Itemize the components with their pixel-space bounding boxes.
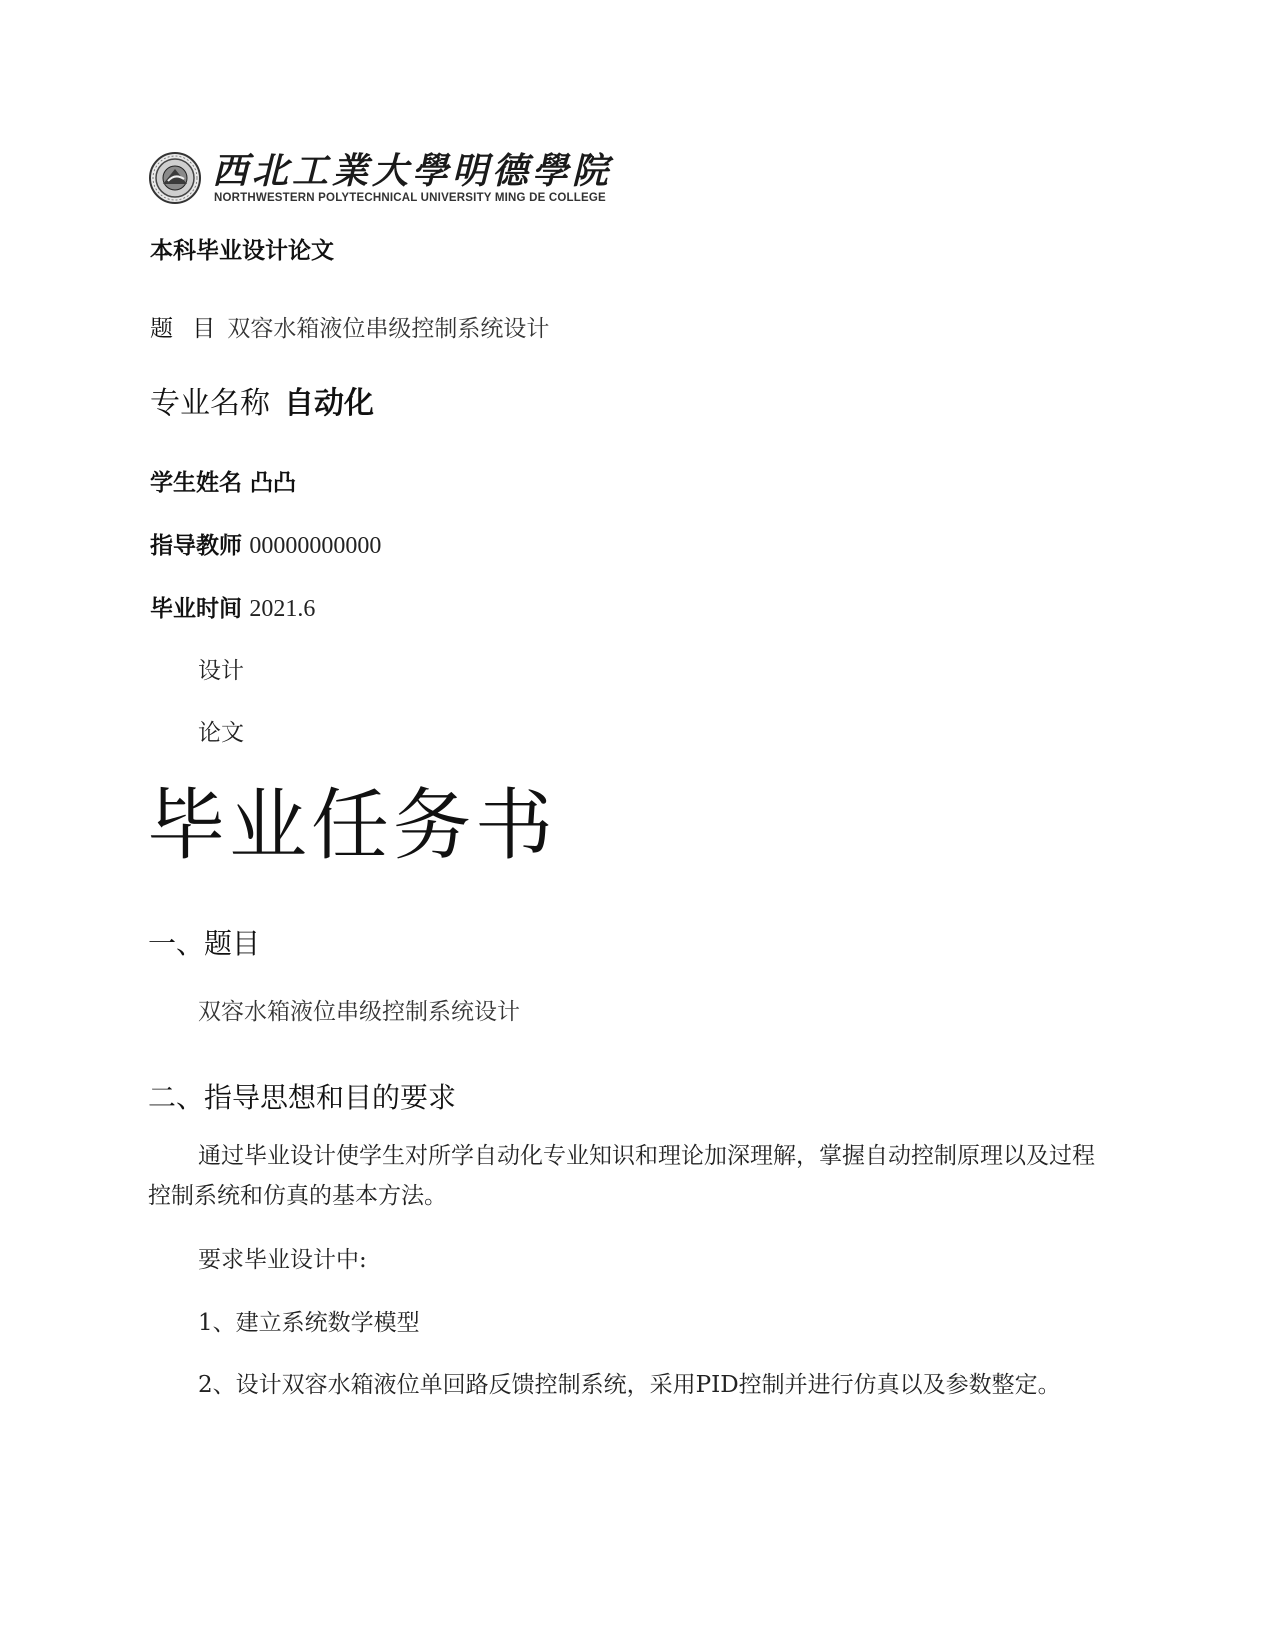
university-seal-icon bbox=[148, 151, 202, 205]
student-value: 凸凸 bbox=[250, 470, 297, 496]
student-label: 学生姓名 bbox=[150, 470, 242, 496]
section-2-paragraph: 通过毕业设计使学生对所学自动化专业知识和理论加深理解，掌握自动控制原理以及过程控制系统和仿真的基本方法。 bbox=[148, 1143, 1095, 1209]
graduation-date-label: 毕业时间 bbox=[150, 596, 242, 622]
college-name-chinese: 西北工業大學明德學院 bbox=[212, 150, 613, 192]
section-1-body: 双容水箱液位串级控制系统设计 bbox=[198, 999, 520, 1025]
section-2-list-item: 1、建立系统数学模型 bbox=[198, 1310, 420, 1336]
advisor-value: 00000000000 bbox=[249, 533, 382, 559]
major-value: 自动化 bbox=[284, 386, 374, 421]
thesis-title-row bbox=[150, 310, 549, 343]
section-1-title: 一、题目 bbox=[148, 927, 261, 960]
college-logo bbox=[148, 151, 618, 207]
thesis-title-label: 题 目 bbox=[150, 316, 222, 342]
section-2-paragraph: 要求毕业设计中: bbox=[198, 1247, 367, 1273]
section-2-title: 二、指导思想和目的要求 bbox=[148, 1081, 457, 1114]
thesis-type: 本科毕业设计论文 bbox=[150, 238, 334, 264]
cover-extra-line-design: 设计 bbox=[198, 658, 244, 684]
major-label: 专业名称 bbox=[150, 386, 270, 421]
college-name-english: NORTHWESTERN POLYTECHNICAL UNIVERSITY MING DE COLLEGE bbox=[214, 192, 606, 204]
advisor-label: 指导教师 bbox=[150, 533, 242, 559]
advisor-row bbox=[150, 527, 381, 560]
section-2-list-item: 2、设计双容水箱液位单回路反馈控制系统，采用PID控制并进行仿真以及参数整定。 bbox=[198, 1372, 1061, 1398]
student-row bbox=[150, 464, 296, 497]
major-row bbox=[150, 378, 374, 422]
cover-extra-line-paper: 论文 bbox=[198, 720, 244, 746]
graduation-date-row bbox=[150, 590, 315, 623]
graduation-date-value: 2021.6 bbox=[249, 596, 316, 622]
thesis-title-value: 双容水箱液位串级控制系统设计 bbox=[227, 316, 550, 342]
task-book-heading: 毕业任务书 bbox=[147, 781, 558, 871]
